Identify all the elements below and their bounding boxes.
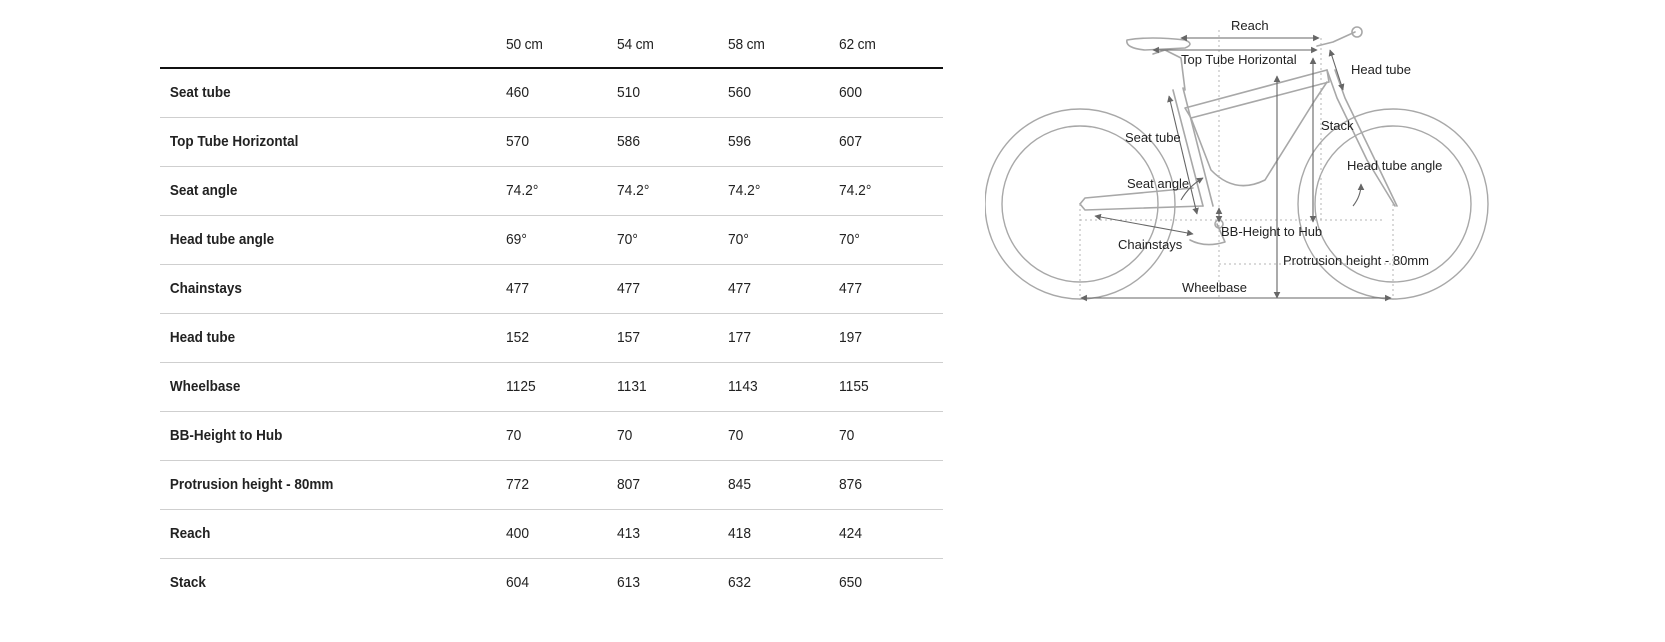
label-seat-angle: Seat angle [1127,176,1190,191]
header-row [160,20,943,68]
row-label: Reach [160,509,471,558]
row-value: 424 [839,509,935,558]
label-bb-height: BB-Height to Hub [1221,224,1323,239]
table-header [160,20,943,68]
row-value: 477 [839,264,935,313]
label-head-tube: Head tube [1351,62,1411,77]
row-value: 477 [728,264,830,313]
row-value: 74.2° [617,166,719,215]
row-value: 650 [839,574,863,592]
header-size-50: 50 cm [506,20,608,68]
row-value: 600 [839,68,935,117]
header-label-col [160,20,478,68]
row-value: 632 [728,574,752,592]
row-value: 477 [617,264,719,313]
row-label: Head tube [160,313,471,362]
label-stack: Stack [1321,118,1354,133]
row-label: Seat tube [160,68,471,117]
row-value: 596 [728,117,830,166]
table-row [160,411,943,460]
row-value: 413 [617,509,719,558]
row-value: 570 [506,117,608,166]
row-value: 70° [728,215,830,264]
row-label: Wheelbase [160,362,471,411]
row-value: 604 [506,574,530,592]
row-value: 1143 [728,362,830,411]
table-row [160,166,943,215]
header-size-54: 54 cm [617,20,719,68]
row-label: Top Tube Horizontal [160,117,471,166]
row-value: 807 [617,460,719,509]
row-value: 74.2° [506,166,608,215]
label-top-tube: Top Tube Horizontal [1181,52,1297,67]
row-label: Stack [169,574,206,592]
row-value: 177 [728,313,830,362]
row-label: Head tube angle [160,215,471,264]
row-value: 586 [617,117,719,166]
row-value: 74.2° [728,166,830,215]
row-value: 74.2° [839,166,935,215]
row-label: Seat angle [160,166,471,215]
row-value: 477 [506,264,608,313]
row-value: 70 [617,411,719,460]
label-chainstays: Chainstays [1118,237,1183,252]
row-value: 845 [728,460,830,509]
row-value: 772 [506,460,608,509]
row-value: 560 [728,68,830,117]
label-head-tube-angle: Head tube angle [1347,158,1443,173]
table-row [160,558,943,607]
row-value: 70 [728,411,830,460]
table-row [160,117,943,166]
row-value: 70 [839,411,935,460]
row-value: 197 [839,313,935,362]
bike-geometry-diagram [985,10,1505,310]
label-seat-tube: Seat tube [1125,130,1181,145]
row-label: BB-Height to Hub [160,411,471,460]
table-row [160,460,943,509]
row-value: 510 [617,68,719,117]
row-value: 418 [728,509,830,558]
table-row [160,509,943,558]
header-size-58: 58 cm [728,20,830,68]
row-value: 70° [839,215,935,264]
table-row [160,264,943,313]
table-body [160,68,943,607]
row-value: 1131 [617,362,719,411]
row-value: 613 [617,574,641,592]
row-value: 876 [839,460,935,509]
row-value: 1125 [506,362,608,411]
row-value: 460 [506,68,608,117]
row-value: 152 [506,313,608,362]
geometry-table [160,20,943,607]
row-value: 157 [617,313,719,362]
row-label: Chainstays [160,264,471,313]
row-value: 400 [506,509,608,558]
row-value: 70° [617,215,719,264]
label-protrusion: Protrusion height - 80mm [1283,253,1429,268]
table-row [160,313,943,362]
table-row [160,215,943,264]
row-value: 69° [506,215,608,264]
row-value: 607 [839,117,935,166]
row-label: Protrusion height - 80mm [160,460,471,509]
header-size-62: 62 cm [839,20,935,68]
row-value: 1155 [839,362,935,411]
row-value: 70 [506,411,608,460]
table-row [160,68,943,117]
table-row [160,362,943,411]
label-reach: Reach [1231,18,1269,33]
label-wheelbase: Wheelbase [1182,280,1248,295]
